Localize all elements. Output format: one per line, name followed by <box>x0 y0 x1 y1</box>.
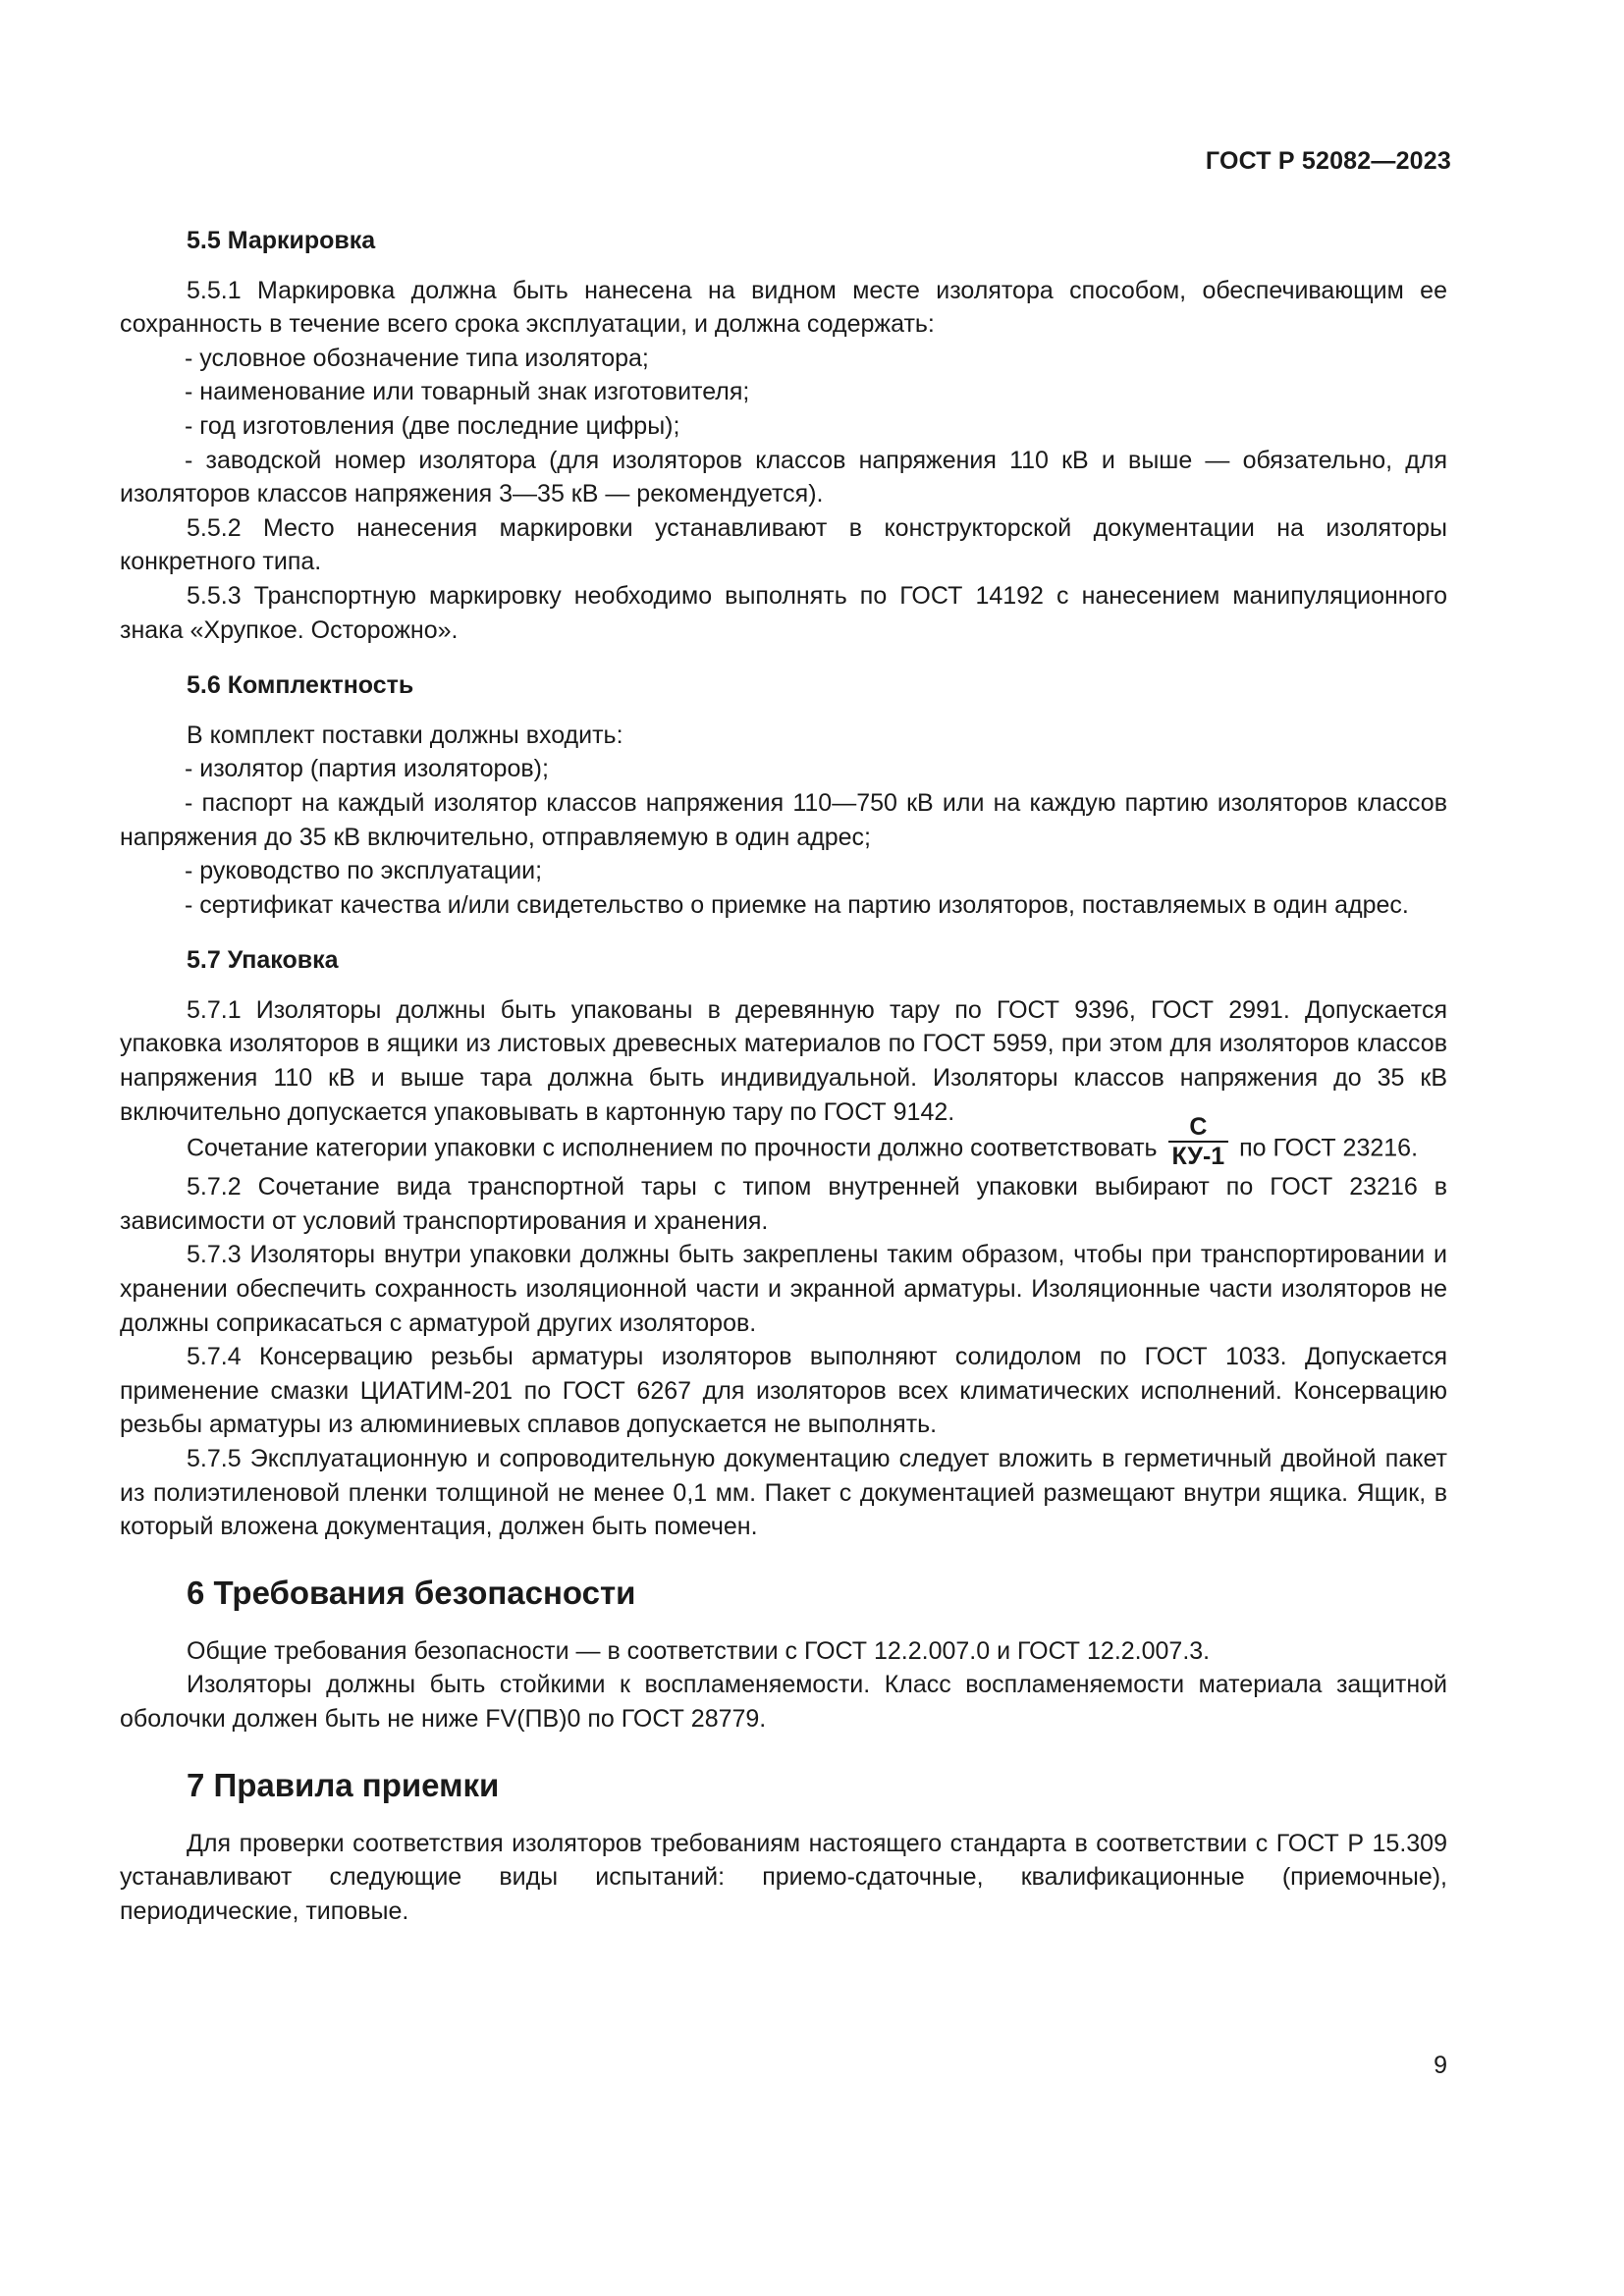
page-number: 9 <box>1434 2052 1447 2079</box>
list-item: - условное обозначение типа изолятора; <box>185 344 649 372</box>
list-item: - заводской номер изолятора (для изоляторов классов напряжения 110 кВ и выше — обязательно, для изоляторов классов напряжения 3—35 кВ — рекомендуется). <box>120 446 1447 508</box>
page-content <box>120 224 1447 1928</box>
paragraph-5-7-1-packaging-category <box>120 1113 1447 1171</box>
section-5-5-title: 5.5 Маркировка <box>187 227 376 254</box>
paragraph-7-1: Для проверки соответствия изоляторов требованиям настоящего стандарта в соответствии с ГОСТ Р 15.309 устанавливают следующие виды испытаний: приемо-сдаточные, квалификационные (приемочные), периодические, типовые. <box>120 1829 1447 1925</box>
section-7-title: 7 Правила приемки <box>187 1766 500 1803</box>
paragraph-5-7-3: 5.7.3 Изоляторы внутри упаковки должны быть закреплены таким образом, чтобы при транспортировании и хранении обеспечить сохранность изоляционной части и экранной арматуры. Изоляционные части изоляторов не должны соприкасаться с арматурой других изоляторов. <box>120 1241 1447 1337</box>
fraction-denominator: КУ-1 <box>1171 1143 1225 1171</box>
paragraph-6-1: Общие требования безопасности — в соответствии с ГОСТ 12.2.007.0 и ГОСТ 12.2.007.3. <box>187 1636 1211 1665</box>
packaging-category-fraction <box>1168 1113 1229 1170</box>
packaging-text-before: Сочетание категории упаковки с исполнением по прочности должно соответствовать <box>187 1134 1164 1162</box>
paragraph-5-7-5: 5.7.5 Эксплуатационную и сопроводительную документацию следует вложить в герметичный двойной пакет из полиэтиленовой пленки толщиной не менее 0,1 мм. Пакет с документацией размещают внутри ящика. Ящик, в который вложена документация, должен быть помечен. <box>120 1445 1447 1541</box>
document-id-header: ГОСТ Р 52082—2023 <box>1205 147 1451 175</box>
list-item: - руководство по эксплуатации; <box>185 857 543 885</box>
paragraph-5-7-2: 5.7.2 Сочетание вида транспортной тары с типом внутренней упаковки выбирают по ГОСТ 23216 в зависимости от условий транспортирования и хранения. <box>120 1173 1447 1235</box>
paragraph-5-7-1: 5.7.1 Изоляторы должны быть упакованы в деревянную тару по ГОСТ 9396, ГОСТ 2991. Допускается упаковка изоляторов в ящики из листовых древесных материалов по ГОСТ 5959, при этом для изоляторов классов напряжения 110 кВ и выше тара должна быть индивидуальной. Изоляторы классов напряжения до 35 кВ включительно допускается упаковывать в картонную тару по ГОСТ 9142. <box>120 995 1447 1126</box>
section-6-title: 6 Требования безопасности <box>187 1574 636 1611</box>
list-item: - паспорт на каждый изолятор классов напряжения 110—750 кВ или на каждую партию изоляторов классов напряжения до 35 кВ включительно, отправляемую в один адрес; <box>120 788 1447 851</box>
list-item: - сертификат качества и/или свидетельство о приемке на партию изоляторов, поставляемых в один адрес. <box>185 890 1409 919</box>
list-item: - год изготовления (две последние цифры); <box>185 411 680 440</box>
list-item: - изолятор (партия изоляторов); <box>185 755 549 783</box>
paragraph-5-6-intro: В комплект поставки должны входить: <box>187 721 623 749</box>
paragraph-6-2: Изоляторы должны быть стойкими к воспламеняемости. Класс воспламеняемости материала защитной оболочки должен быть не ниже FV(ПВ)0 по ГОСТ 28779. <box>120 1671 1447 1733</box>
paragraph-5-5-3: 5.5.3 Транспортную маркировку необходимо выполнять по ГОСТ 14192 с нанесением манипуляционного знака «Хрупкое. Осторожно». <box>120 581 1447 644</box>
paragraph-5-5-2: 5.5.2 Место нанесения маркировки устанавливают в конструкторской документации на изоляторы конкретного типа. <box>120 513 1447 576</box>
section-5-6-title: 5.6 Комплектность <box>187 671 414 700</box>
packaging-text-after: по ГОСТ 23216. <box>1232 1134 1419 1162</box>
list-item: - наименование или товарный знак изготовителя; <box>185 378 750 406</box>
section-5-7-title: 5.7 Упаковка <box>187 946 339 975</box>
paragraph-5-5-1: 5.5.1 Маркировка должна быть нанесена на видном месте изолятора способом, обеспечивающим ее сохранность в течение всего срока эксплуатации, и должна содержать: <box>120 276 1447 339</box>
fraction-numerator: С <box>1168 1113 1229 1143</box>
paragraph-5-7-4: 5.7.4 Консервацию резьбы арматуры изоляторов выполняют солидолом по ГОСТ 1033. Допускается применение смазки ЦИАТИМ-201 по ГОСТ 6267 для изоляторов всех климатических исполнений. Консервацию резьбы арматуры из алюминиевых сплавов допускается не выполнять. <box>120 1343 1447 1439</box>
